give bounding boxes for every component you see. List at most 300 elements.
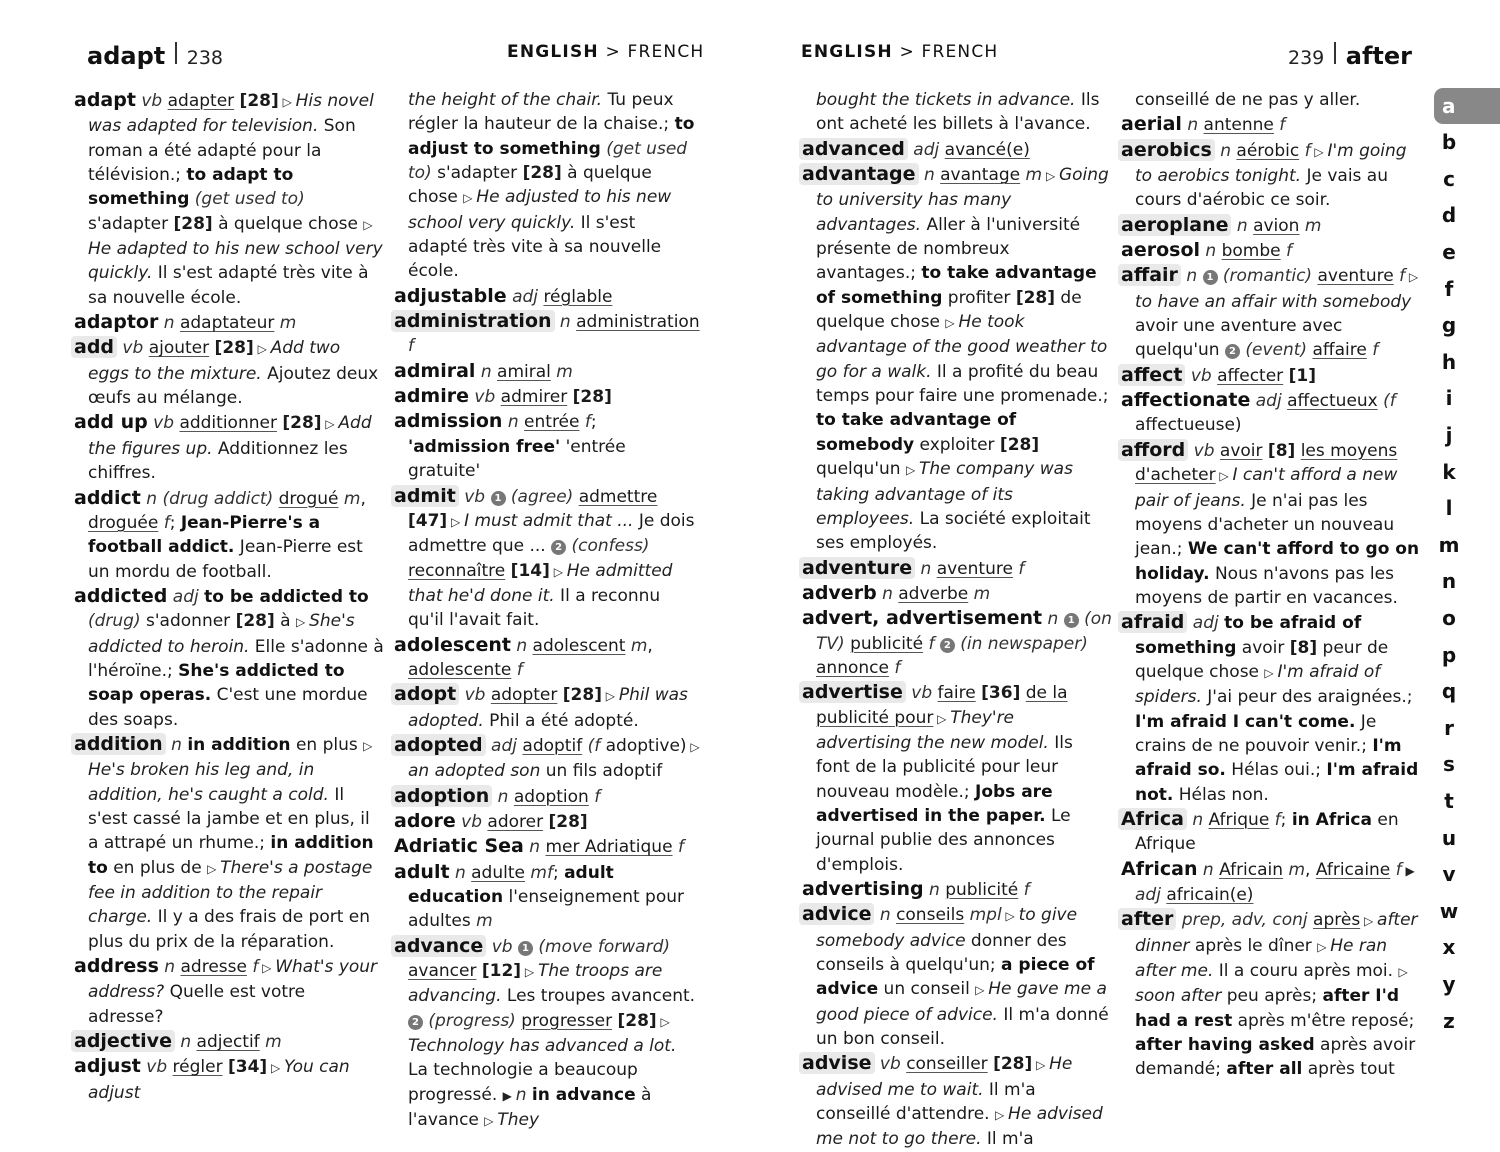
right-guide-word: after: [1345, 42, 1412, 70]
translation: les moyens d'acheter: [1135, 440, 1398, 486]
part-of-speech: m: [550, 361, 573, 382]
part-of-speech: mpl: [964, 905, 1002, 926]
part-of-speech: n: [1181, 115, 1204, 136]
right-language-label: [801, 42, 998, 76]
direction-arrow: >: [605, 42, 621, 62]
part-of-speech: f: [1280, 241, 1293, 262]
translation: adoptif: [522, 735, 583, 756]
thumb-tab-y: y: [1442, 971, 1456, 996]
translation: additionner: [179, 413, 277, 434]
example-english: The troops are advancing.: [408, 961, 663, 1007]
text: quelqu'un: [816, 459, 906, 480]
headword: address: [74, 955, 159, 978]
text: Il s'est adapté très vite à sa nouvelle école.: [408, 212, 662, 282]
sense-number: 1: [1064, 613, 1079, 628]
example-english: I must admit that ...: [464, 510, 634, 531]
part-of-speech: vb: [147, 413, 180, 434]
translation: régler: [172, 1057, 223, 1078]
translation: aérobic: [1236, 140, 1300, 161]
text: conseillé de ne pas y aller.: [1135, 90, 1361, 110]
translation: aventure: [1317, 266, 1394, 287]
text: Ils ont acheté les billets à l'avance.: [816, 90, 1100, 135]
part-of-speech: f: [1366, 340, 1379, 361]
part-of-speech: n: [475, 361, 498, 382]
example-marker-icon: ▷: [933, 711, 951, 726]
headword: aerial: [1121, 113, 1182, 136]
translation: avancé(e): [944, 139, 1030, 160]
text: Je vais au cours d'aérobic ce soir.: [1135, 166, 1388, 211]
text: Il m'a conseillé d'attendre.: [816, 1079, 1036, 1125]
example-english: Phil was adopted.: [408, 685, 688, 731]
dictionary-entry: [1121, 213, 1428, 238]
translation: ajouter: [148, 338, 210, 359]
text: La technologie a beaucoup progressé.: [408, 1060, 638, 1105]
dictionary-entry: [394, 860, 700, 934]
thumb-tab-r: r: [1444, 715, 1454, 740]
thumb-tab-v: v: [1442, 862, 1456, 887]
left-page-number: 238: [186, 47, 223, 69]
text: profiter: [942, 287, 1016, 308]
text: Il m'a donné un bon conseil.: [816, 1004, 1109, 1050]
text: à quelque chose: [212, 213, 364, 234]
text: Tu peux régler la hauteur de la chaise.;: [408, 90, 675, 135]
translation: avancer: [408, 961, 477, 982]
translation: bombe: [1221, 241, 1281, 262]
header-separator: [1334, 42, 1336, 64]
running-head-left: [87, 42, 223, 76]
thumb-tab-d: d: [1441, 203, 1457, 228]
part-of-speech: f: [888, 657, 901, 678]
headword: addicted: [74, 584, 168, 607]
dictionary-entry: [74, 1029, 384, 1054]
sense-note: (progress): [423, 1010, 522, 1031]
text: Ajoutez deux œufs au mélange.: [88, 363, 379, 409]
headword: afraid: [1118, 611, 1187, 633]
dictionary-entry: [1121, 388, 1428, 438]
headword: affair: [1118, 264, 1181, 286]
part-of-speech: f: [1012, 558, 1025, 579]
headword: add up: [74, 411, 148, 434]
text: à l'avance: [408, 1084, 652, 1131]
phrase: Jean-Pierre's a football addict.: [88, 512, 321, 558]
phrase: to take advantage of somebody: [816, 410, 1017, 455]
translation: admettre: [578, 486, 658, 507]
part-of-speech: f: [923, 633, 940, 654]
example-marker-icon: ▷: [258, 961, 276, 976]
translation: africain(e): [1166, 885, 1254, 905]
running-head-right: [1288, 42, 1412, 76]
part-of-speech: m: [259, 1032, 282, 1053]
thumb-tab-t: t: [1444, 788, 1454, 813]
headword: afford: [1118, 439, 1188, 461]
text: Il s'est adapté très vite à sa nouvelle école.: [88, 263, 369, 308]
headword: African: [1121, 857, 1198, 880]
example-english: after dinner: [1135, 910, 1418, 956]
text: C'est une mordue des soaps.: [88, 685, 368, 730]
alphabet-thumb-index: [1434, 88, 1500, 1048]
thumb-tab-s: s: [1443, 752, 1455, 777]
phrase: in advance: [531, 1084, 636, 1105]
text: après avoir demandé;: [1135, 1035, 1416, 1080]
text: après tout: [1302, 1059, 1395, 1080]
verb-table-ref: [28]: [239, 91, 279, 111]
example-marker-icon: ▷: [321, 417, 339, 432]
source-language: ENGLISH: [801, 42, 893, 62]
thumb-tab-c: c: [1443, 166, 1455, 191]
translation: adolescente: [408, 659, 512, 680]
headword: aeroplane: [1118, 214, 1231, 236]
thumb-tab-u: u: [1441, 825, 1457, 850]
part-of-speech: vb: [905, 683, 938, 704]
headword: advertise: [799, 681, 906, 703]
text: en plus: [290, 734, 364, 755]
example-marker-icon: ▷: [905, 463, 919, 478]
part-of-speech: f: [511, 659, 523, 680]
text: Je dois admettre que ...: [408, 510, 695, 557]
thumb-tab-a: a: [1434, 88, 1500, 124]
thumb-tab-z: z: [1443, 1008, 1455, 1033]
phrase: in addition: [187, 734, 291, 755]
phrase: We can't afford to go on holiday.: [1135, 539, 1420, 584]
sense-number: 2: [408, 1015, 423, 1030]
sense-note: (in newspaper): [954, 633, 1088, 654]
translation: affaire: [1312, 340, 1367, 361]
headword: adult: [394, 860, 450, 883]
verb-table-ref: [28]: [548, 811, 588, 832]
text: Phil a été adopté.: [483, 710, 639, 731]
part-of-speech: m: [274, 313, 297, 334]
example-english: Add the figures up.: [88, 413, 372, 459]
part-of-speech: prep, adv, conj: [1176, 910, 1314, 931]
text: Il a reconnu qu'il l'avait fait.: [408, 585, 661, 631]
thumb-tab-o: o: [1442, 606, 1456, 631]
text: Il y a des frais de port en plus du prix de la réparation.: [88, 907, 371, 952]
headword: administration: [391, 310, 555, 332]
dictionary-entry: [74, 954, 384, 1029]
headword: addition: [71, 733, 166, 755]
phrase: in Africa: [1291, 809, 1372, 830]
translation: mer Adriatique: [545, 837, 673, 858]
example-english: soon after: [1135, 986, 1222, 1007]
example-english: He adjusted to his new school very quickly.: [408, 187, 672, 233]
translation: avoir: [1219, 440, 1263, 461]
source-language: ENGLISH: [507, 42, 599, 62]
example-english: I'm going to aerobics tonight.: [1135, 140, 1407, 187]
part-of-speech: n: [876, 583, 899, 604]
phrase: after I'd had a rest: [1135, 986, 1399, 1031]
headword: affectionate: [1121, 389, 1251, 412]
headword: aerobics: [1118, 139, 1215, 161]
part-of-speech: vb: [140, 1057, 173, 1078]
part-of-speech: m: [1299, 215, 1322, 236]
sense-number: 1: [518, 941, 533, 956]
text: Je crains de ne pouvoir venir.;: [1135, 711, 1377, 756]
example-marker-icon: ▷: [1042, 169, 1059, 184]
translation: adresse: [180, 957, 247, 978]
dictionary-entry: [1121, 112, 1428, 137]
part-of-speech: n: [158, 313, 180, 334]
example-english: He took advantage of the good weather to go for a walk.: [816, 312, 1108, 382]
phrase: a piece of advice: [816, 955, 1095, 1000]
translation: adjectif: [196, 1032, 260, 1053]
phrase: adult education: [408, 862, 614, 907]
translation: admirer: [500, 387, 568, 408]
example-marker-icon: ▷: [363, 217, 373, 232]
headword: adopted: [391, 734, 486, 756]
headword: advert, advertisement: [802, 607, 1043, 630]
part-of-speech: vb: [458, 486, 491, 507]
text: ,: [1305, 859, 1316, 880]
phrase: to adapt to something: [88, 165, 294, 210]
example-english: Add two eggs to the mixture.: [88, 338, 341, 384]
thumb-tab-h: h: [1441, 349, 1457, 374]
dictionary-entry: [394, 484, 700, 633]
part-of-speech: n: [918, 165, 941, 186]
example-marker-icon: ▷: [296, 615, 310, 630]
dictionary-entry: [802, 877, 1112, 902]
example-english: I can't afford a new pair of jeans.: [1135, 465, 1398, 511]
example-english: What's your address?: [88, 957, 378, 1003]
translation: publicité: [850, 633, 924, 654]
sense-note: (on TV): [816, 609, 1112, 654]
part-of-speech: adj: [506, 286, 544, 307]
example-english: He's broken his leg and, in addition, he's caught a cold.: [88, 760, 329, 805]
sense-note: (event): [1239, 340, 1313, 361]
dictionary-entry: [394, 784, 700, 809]
part-of-speech: adj: [167, 586, 205, 607]
example-marker-icon: ▷: [278, 95, 296, 109]
headword: advertising: [802, 878, 924, 900]
translation: adoption: [513, 786, 589, 807]
text: s'adapter: [431, 163, 523, 184]
example-marker-icon: ▷: [207, 861, 221, 876]
header-separator: [175, 42, 177, 64]
example-english: They: [497, 1110, 540, 1131]
dictionary-entry: [74, 88, 384, 310]
translation: antenne: [1203, 115, 1274, 136]
text: 'entrée gratuite': [408, 436, 626, 482]
text: exploiter: [914, 434, 1000, 455]
dictionary-entry: [1121, 138, 1428, 213]
example-english: He admitted that he'd done it.: [408, 560, 673, 606]
dictionary-entry: [394, 284, 700, 309]
text: Aller à l'université présente de nombreux avantages.;: [816, 214, 1081, 284]
translation: affectueux: [1287, 391, 1378, 412]
phrase: I'm afraid not.: [1135, 760, 1419, 805]
translation: conseiller: [906, 1054, 988, 1075]
sense-number: 2: [1225, 344, 1240, 359]
dictionary-entry: [802, 137, 1112, 162]
text: s'adapter: [88, 213, 174, 234]
translation: aventure: [936, 558, 1013, 579]
entry-continuation: [802, 88, 1112, 137]
sense-number: 1: [491, 491, 506, 506]
dictionary-entry: [1121, 807, 1428, 857]
example-english: There's a postage fee in addition to the repair charge.: [88, 857, 373, 928]
translation: affecter: [1217, 365, 1284, 386]
phrase: I'm afraid so.: [1135, 735, 1402, 781]
text: Son roman a été adapté pour la télévision.;: [88, 116, 356, 186]
phrase: I'm afraid I can't come.: [1135, 711, 1356, 732]
right-page-number: 239: [1288, 47, 1325, 69]
headword: admit: [391, 485, 459, 507]
example-marker-icon: ▷: [995, 1108, 1009, 1123]
translation: entrée: [524, 412, 580, 433]
example-marker-icon: ▷: [1032, 1058, 1050, 1073]
text: donner des conseils à quelqu'un;: [816, 930, 1067, 976]
translation: amiral: [497, 361, 551, 382]
part-of-speech: vb: [459, 685, 491, 706]
translation: drogué: [278, 488, 339, 509]
part-of-speech: vb: [455, 811, 488, 832]
dictionary-entry: [1121, 438, 1428, 610]
translation: avion: [1253, 215, 1300, 236]
translation: adorer: [487, 811, 544, 832]
text: Elle s'adonne à l'héroïne.;: [88, 636, 384, 681]
translation: adulte: [471, 862, 525, 883]
dictionary-entry: [802, 606, 1112, 680]
example-marker-icon: ▷: [1264, 665, 1278, 680]
dictionary-entry: [1121, 238, 1428, 263]
text: un fils adoptif: [540, 761, 663, 782]
text: peu après;: [1221, 986, 1323, 1007]
example-english: She's addicted to heroin.: [88, 611, 355, 657]
example-marker-icon: ▷: [363, 738, 373, 753]
part-of-speech: f: [1390, 859, 1402, 880]
headword: Adriatic Sea: [394, 835, 524, 858]
dictionary-entry: [394, 934, 700, 1134]
text: ;: [552, 862, 565, 883]
part-of-speech: m: [1283, 859, 1306, 880]
entry-continuation: [394, 88, 700, 284]
sense-number: 1: [1203, 270, 1218, 285]
phrase: She's addicted to soap operas.: [88, 660, 345, 706]
dictionary-entry: [74, 335, 384, 410]
translation: de la publicité pour: [816, 683, 1068, 728]
verb-table-ref: [34]: [227, 1057, 268, 1078]
sense-note: (get used to): [408, 138, 688, 184]
text: un conseil: [878, 979, 976, 1000]
part-of-speech: n: [502, 412, 525, 433]
verb-table-ref: [28]: [522, 163, 562, 184]
part-of-speech: f: [579, 412, 591, 433]
example-english: The company was taking advantage of its employees.: [816, 459, 1073, 529]
example-marker-icon: ▶: [502, 1088, 516, 1103]
translation: conseils: [896, 905, 965, 926]
translation: adopter: [490, 685, 558, 706]
headword: affect: [1118, 364, 1185, 386]
text: à: [274, 611, 297, 632]
example-marker-icon: ▷: [975, 983, 989, 998]
part-of-speech: n: [510, 635, 533, 656]
part-of-speech: vb: [135, 91, 168, 111]
text: ;: [590, 412, 597, 433]
verb-table-ref: [28]: [235, 611, 275, 632]
example-english: to have an affair with somebody: [1135, 291, 1412, 312]
example-english: He gave me a good piece of advice.: [816, 979, 1107, 1025]
translation: après: [1313, 910, 1361, 931]
verb-table-ref: [28]: [1015, 287, 1056, 308]
sense-number: 2: [551, 540, 566, 555]
part-of-speech: n: [874, 905, 897, 926]
part-of-speech: vb: [874, 1054, 907, 1075]
text: avoir: [1236, 637, 1290, 658]
sense-note: (move forward): [532, 936, 671, 957]
thumb-tab-m: m: [1438, 532, 1460, 557]
part-of-speech: f: [1269, 809, 1281, 830]
part-of-speech: f: [1018, 880, 1030, 900]
thumb-tab-w: w: [1439, 898, 1459, 923]
headword: adapt: [74, 89, 136, 111]
dictionary-entry: [74, 310, 384, 335]
text: Additionnez les chiffres.: [88, 438, 348, 484]
dictionary-entry: [74, 486, 384, 584]
headword: advice: [799, 903, 874, 925]
dictionary-entry: [1121, 610, 1428, 807]
example-english: bought the tickets in advance.: [816, 90, 1076, 110]
text: en Afrique: [1135, 809, 1399, 855]
verb-table-ref: [28]: [173, 213, 213, 234]
dictionary-entry: [74, 732, 384, 954]
translation: Afrique: [1208, 809, 1270, 830]
phrase: after having asked: [1135, 1035, 1315, 1056]
dictionary-entry: [1121, 857, 1428, 908]
example-english: You can adjust: [88, 1057, 350, 1103]
example-english: They're advertising the new model.: [816, 707, 1049, 753]
dictionary-entry: [802, 902, 1112, 1051]
translation: publicité: [945, 880, 1019, 900]
verb-table-ref: [28]: [572, 387, 612, 408]
verb-table-ref: [28]: [993, 1054, 1033, 1075]
phrase: after all: [1226, 1059, 1303, 1080]
translation: adolescent: [532, 635, 626, 656]
example-marker-icon: ▷: [267, 1061, 285, 1076]
example-marker-icon: ▷: [1405, 270, 1419, 285]
sense-note: (romantic): [1217, 266, 1318, 287]
part-of-speech: f: [1393, 266, 1406, 287]
translation: adapter: [167, 91, 235, 111]
thumb-tab-f: f: [1444, 276, 1454, 301]
thumb-tab-n: n: [1441, 569, 1457, 594]
headword: advance: [391, 935, 486, 957]
headword: adore: [394, 809, 456, 832]
phrase: Jobs are advertised in the paper.: [816, 781, 1053, 826]
part-of-speech: n: [915, 558, 937, 579]
part-of-speech: f: [672, 837, 684, 858]
text: l'enseignement pour adultes: [408, 887, 685, 932]
text: à quelque chose: [408, 163, 652, 208]
phrase: to take advantage of something: [816, 263, 1097, 308]
thumb-tab-i: i: [1445, 386, 1453, 411]
headword: admission: [394, 410, 503, 433]
text: peur de quelque chose: [1135, 637, 1389, 682]
sense-note: (get used to): [194, 189, 305, 210]
text: Je n'ai pas les moyens d'acheter un nouveau jean.;: [1135, 490, 1395, 560]
text: J'ai peur des araignées.;: [1201, 687, 1413, 708]
part-of-speech: n: [165, 734, 188, 755]
example-marker-icon: ▷: [253, 342, 271, 357]
thumb-tab-g: g: [1441, 313, 1457, 338]
example-marker-icon: ▷: [1310, 144, 1328, 159]
part-of-speech: m: [476, 911, 493, 932]
phrase: 'admission free': [408, 436, 561, 457]
headword: advanced: [799, 138, 908, 160]
dictionary-entry: [74, 410, 384, 485]
thumb-tab-q: q: [1441, 679, 1457, 704]
part-of-speech: m: [338, 488, 361, 509]
thumb-tab-j: j: [1445, 423, 1453, 448]
part-of-speech: n (drug addict): [140, 488, 279, 509]
